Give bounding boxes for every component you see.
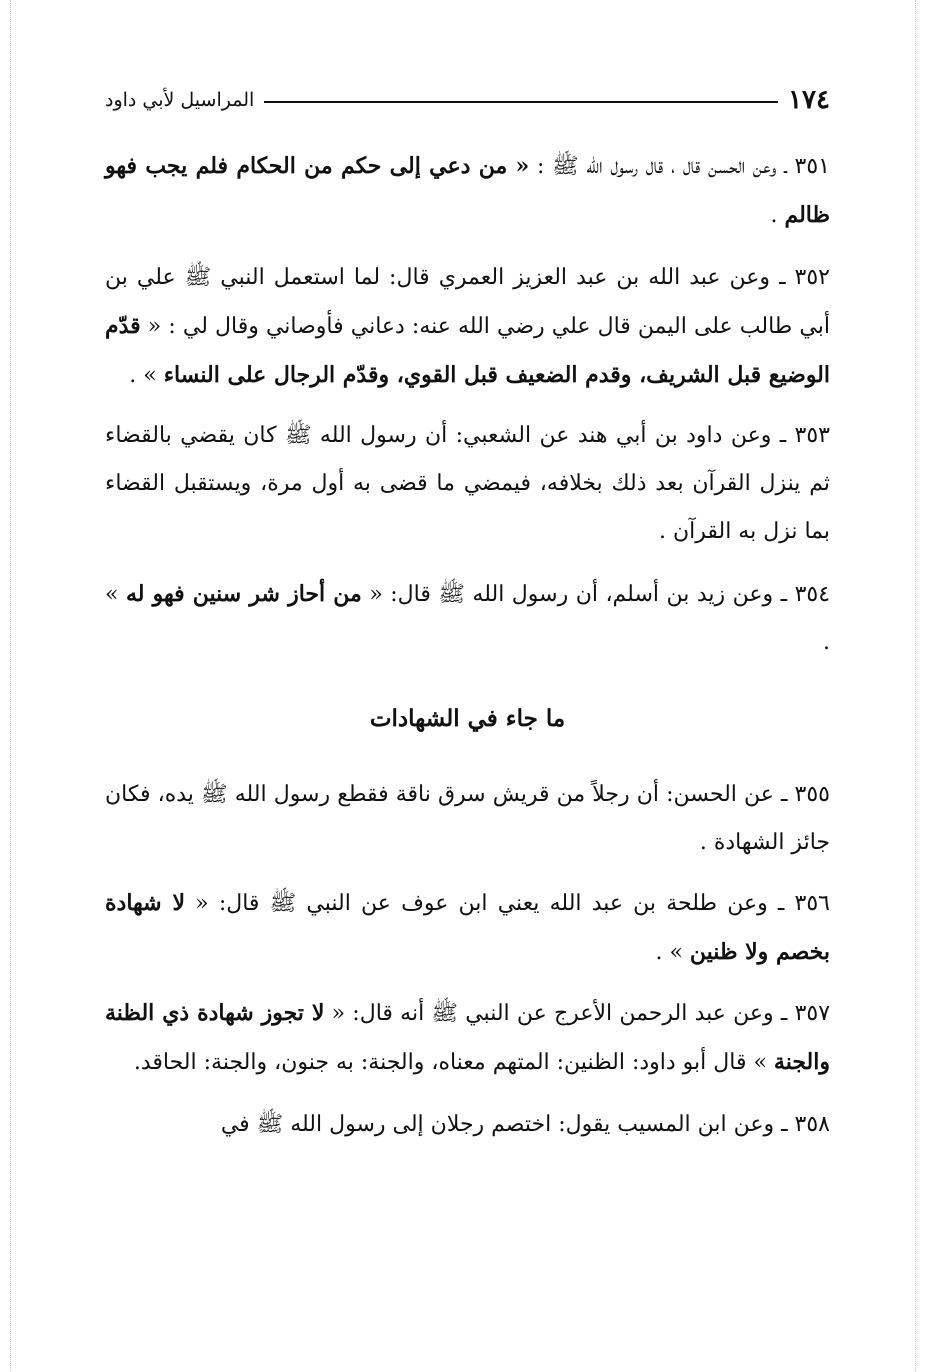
entry-quote: « من دعي إلى حكم من الحكام فلم يجب فهو ظالم xyxy=(105,153,830,228)
entry-text-end: » . xyxy=(105,582,830,655)
entry-text-end: » قال أبو داود: الظنين: المتهم معناه، والجنة: به جنون، والجنة: الحاقد. xyxy=(133,1050,774,1075)
entry-text-end: . xyxy=(770,203,785,228)
entry-number: ٣٥٤ xyxy=(794,582,831,607)
entry-text-end: » . xyxy=(129,363,164,388)
entry-number: ٣٥٧ xyxy=(794,1001,831,1026)
entry-text: وعن عبد الله بن عبد العزيز العمري قال: لما استعمل النبي ﷺ علي بن أبي طالب على اليمن قال علي رضي الله عنه: دعاني فأوصاني وقال لي : « xyxy=(105,265,830,339)
hadith-entry-354 xyxy=(105,570,830,667)
header-rule xyxy=(264,101,778,103)
hadith-entry-351 xyxy=(105,142,830,240)
entry-number: ٣٥٨ xyxy=(794,1112,830,1137)
page-header xyxy=(105,80,830,120)
entry-separator: ـ xyxy=(767,891,795,916)
entry-separator: ـ xyxy=(773,782,795,807)
entry-text: وعن داود بن أبي هند عن الشعبي: أن رسول الله ﷺ كان يقضي بالقضاء ثم ينزل القرآن بعد ذلك بخلافه، فيمضي ما قضى به أول مرة، ويستقبل القضاء بما نزل به القرآن . xyxy=(105,423,830,544)
entry-separator: ـ xyxy=(774,1112,795,1137)
entry-quote: من أحاز شر سنين فهو له xyxy=(125,581,362,607)
entry-text: وعن ابن المسيب يقول: اختصم رجلان إلى رسول الله ﷺ في xyxy=(220,1112,775,1137)
entry-text: وعن عبد الرحمن الأعرج عن النبي ﷺ أنه قال: « xyxy=(324,1001,774,1026)
entry-number: ٣٥١ xyxy=(794,154,830,179)
entry-separator: ـ xyxy=(776,154,795,179)
entry-number: ٣٥٢ xyxy=(794,265,830,290)
entry-separator: ـ xyxy=(770,265,795,290)
entry-text: وعن زيد بن أسلم، أن رسول الله ﷺ قال: « xyxy=(361,582,774,607)
hadith-entry-353 xyxy=(105,412,830,556)
entry-number: ٣٥٥ xyxy=(794,782,830,807)
hadith-entry-358 xyxy=(105,1101,830,1149)
entry-text: عن الحسن: أن رجلاً من قريش سرق ناقة فقطع رسول الله ﷺ يده، فكان جائز الشهادة . xyxy=(105,782,830,855)
page-edge-left xyxy=(10,0,11,1372)
entry-number: ٣٥٦ xyxy=(794,891,830,916)
hadith-entry-352 xyxy=(105,254,830,400)
entry-quote: لا شهادة بخصم ولا ظنين xyxy=(105,890,830,965)
entry-quote: قدّم الوضيع قبل الشريف، وقدم الضعيف قبل القوي، وقدّم الرجال على النساء xyxy=(105,313,830,388)
book-page xyxy=(105,80,830,1340)
entry-number: ٣٥٣ xyxy=(794,423,830,448)
entry-separator: ـ xyxy=(773,1001,795,1026)
hadith-entry-355 xyxy=(105,771,830,867)
running-title: المراسيل لأبي داود xyxy=(105,89,255,111)
entry-text: وعن الحسن قال ، قال رسول الله ﷺ : xyxy=(529,154,777,179)
entry-quote: لا تجوز شهادة ذي الظنة والجنة xyxy=(105,1000,830,1075)
entry-separator: ـ xyxy=(771,423,795,448)
entry-text-end: » . xyxy=(655,940,690,965)
page-edge-right xyxy=(915,0,916,1372)
entry-text: وعن طلحة بن عبد الله يعني ابن عوف عن النبي ﷺ قال: « xyxy=(185,891,768,916)
hadith-entry-356 xyxy=(105,879,830,977)
entry-separator: ـ xyxy=(773,582,795,607)
section-heading: ما جاء في الشهادات xyxy=(369,705,566,732)
hadith-entry-357 xyxy=(105,989,830,1087)
page-number: ١٧٤ xyxy=(788,85,830,115)
